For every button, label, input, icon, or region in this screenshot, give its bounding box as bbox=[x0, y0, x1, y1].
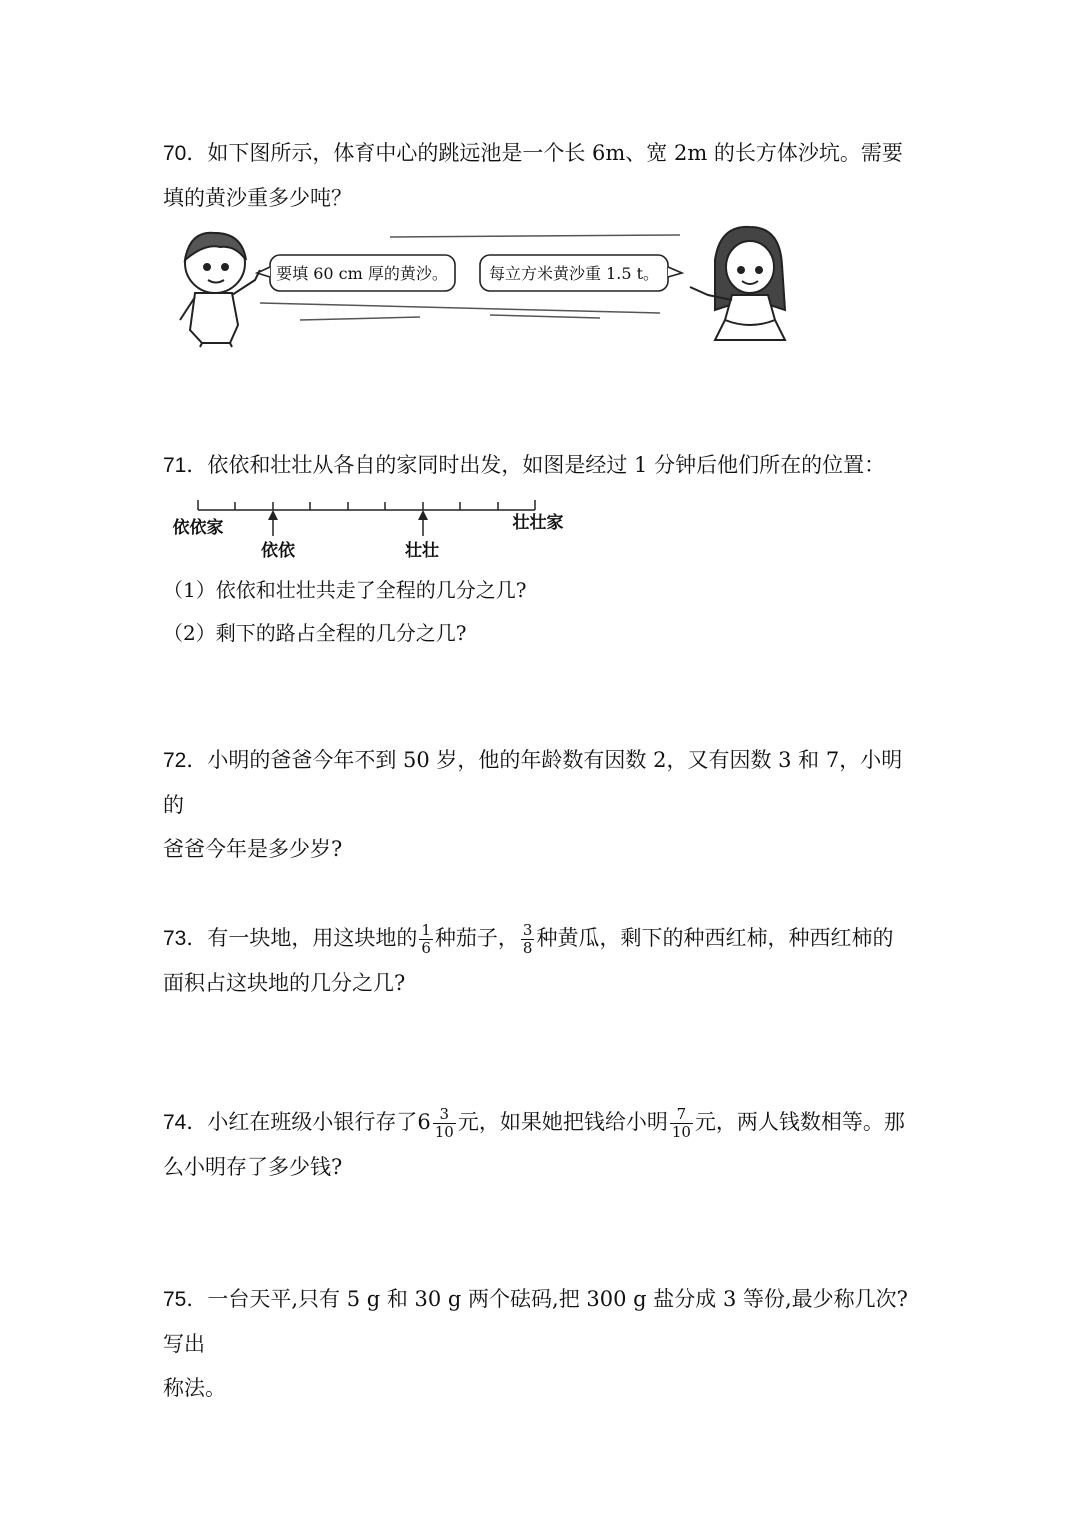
question-75 bbox=[163, 1277, 923, 1410]
q71-number-line bbox=[160, 490, 580, 565]
question-72-line2: 爸爸今年是多少岁? bbox=[163, 837, 343, 861]
question-74-line1: 74．小红在班级小银行存了6 $\frac{3}{10}$ 元，如果她把钱给小明 $\frac{7}{10}$ 元，两人钱数相等。那 bbox=[163, 1105, 905, 1141]
question-70 bbox=[163, 131, 923, 220]
question-75-line2: 称法。 bbox=[163, 1376, 226, 1400]
question-73 bbox=[163, 916, 923, 1005]
label-zhuang: 壮壮 bbox=[405, 541, 439, 561]
question-73-line2: 面积占这块地的几分之几? bbox=[163, 971, 406, 995]
question-71-number: 71． bbox=[163, 454, 208, 477]
question-73-number: 73． bbox=[163, 927, 208, 950]
fraction-1-6: $\frac{1}{6}$ bbox=[421, 921, 431, 957]
question-74-line2: 么小明存了多少钱? bbox=[163, 1155, 343, 1179]
question-71 bbox=[163, 443, 923, 488]
question-70-line1: 70．如下图所示，体育中心的跳远池是一个长 6m、宽 2m 的长方体沙坑。需要 bbox=[163, 141, 903, 165]
question-72-line1: 72．小明的爸爸今年不到 50 岁，他的年龄数有因数 2，又有因数 3 和 7，小明的 bbox=[163, 748, 903, 817]
question-70-line2: 填的黄沙重多少吨？ bbox=[163, 186, 352, 210]
fraction-7-10: $\frac{7}{10}$ bbox=[671, 1105, 691, 1141]
question-72 bbox=[163, 738, 923, 871]
question-75-number: 75． bbox=[163, 1288, 208, 1311]
label-zhuang-home: 壮壮家 bbox=[512, 513, 564, 533]
question-72-number: 72． bbox=[163, 749, 208, 772]
boy-figure bbox=[180, 233, 260, 347]
label-yiyi-home: 依依家 bbox=[172, 518, 224, 538]
question-73-line1: 73．有一块地，用这块地的 $\frac{1}{6}$ 种茄子， $\frac{3}{8}$ 种黄瓜，剩下的种西红柿，种西红柿的 bbox=[163, 921, 894, 957]
bubble-left bbox=[257, 255, 455, 291]
question-75-line1: 75．一台天平,只有 5 g 和 30 g 两个砝码,把 300 g 盐分成 3 等份,最少称几次?写出 bbox=[163, 1287, 908, 1356]
label-yiyi: 依依 bbox=[261, 541, 295, 561]
question-71-part1: （1）依依和壮壮共走了全程的几分之几? bbox=[163, 578, 527, 602]
bubble-right-text: 每立方米黄沙重 1.5 t。 bbox=[488, 264, 660, 283]
question-71-part2: （2）剩下的路占全程的几分之几? bbox=[163, 621, 467, 645]
girl-figure bbox=[690, 227, 785, 340]
bubble-right bbox=[480, 255, 682, 291]
question-74-number: 74． bbox=[163, 1111, 208, 1134]
fraction-3-8: $\frac{3}{8}$ bbox=[522, 921, 533, 957]
question-71-line1: 71．依依和壮壮从各自的家同时出发，如图是经过 1 分钟后他们所在的位置： bbox=[163, 453, 886, 477]
question-70-number: 70． bbox=[163, 142, 208, 165]
mixed-number-6-3-10: 6 $\frac{3}{10}$ bbox=[417, 1105, 454, 1141]
q70-illustration bbox=[160, 225, 800, 350]
question-74 bbox=[163, 1100, 923, 1189]
bubble-left-text: 要填 60 cm 厚的黄沙。 bbox=[276, 264, 448, 283]
